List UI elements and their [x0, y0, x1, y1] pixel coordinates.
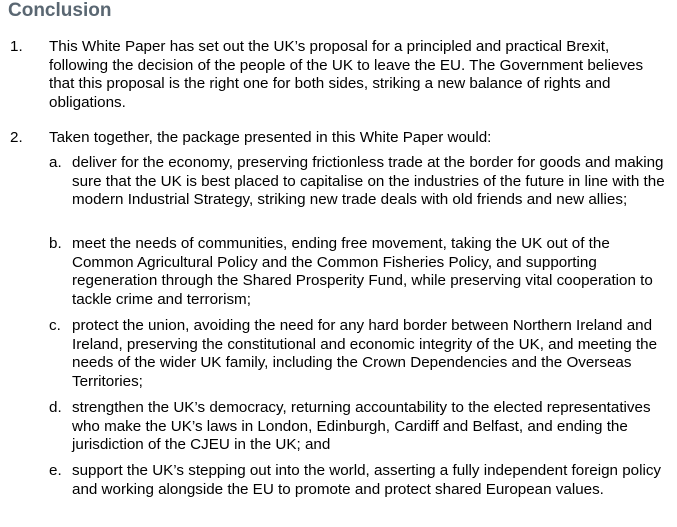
list-item-text: strengthen the UK’s democracy, returning accountability to the elected representatives who make the UK’s laws in London, Edinburgh, Cardiff and Belfast, and ending the jurisdiction of the CJEU in the UK; and	[72, 399, 651, 453]
paragraph-text: Taken together, the package presented in this White Paper would:	[49, 129, 492, 146]
list-item-letter: b.	[49, 235, 62, 252]
section-heading: Conclusion	[8, 0, 112, 21]
list-item-letter: c.	[49, 317, 61, 334]
list-item-letter: a.	[49, 154, 62, 171]
list-item-letter: d.	[49, 399, 62, 416]
paragraph-number: 2.	[10, 129, 23, 146]
list-item-text: meet the needs of communities, ending free movement, taking the UK out of the Common Agricultural Policy and the Common Fisheries Policy, and supporting regeneration through the Shared Prosperity Fund, while preserving vital cooperation to tackle crime and terrorism;	[72, 235, 653, 308]
list-item-text: support the UK’s stepping out into the world, asserting a fully independent foreign policy and working alongside the EU to promote and protect shared European values.	[72, 462, 662, 498]
list-item-text: deliver for the economy, preserving frictionless trade at the border for goods and making sure that the UK is best placed to capitalise on the industries of the future in line with the modern Industrial Strategy, striking new trade deals with old friends and new allies;	[72, 154, 665, 208]
paragraph-number: 1.	[10, 38, 23, 55]
list-item-letter: e.	[49, 462, 62, 479]
list-item-text: protect the union, avoiding the need for any hard border between Northern Ireland and Ireland, preserving the constitutional and economic integrity of the UK, and meeting the needs of the wider UK family, including the Crown Dependencies and the Overseas Territories;	[72, 317, 658, 390]
paragraph-text: This White Paper has set out the UK’s proposal for a principled and practical Brexit, following the decision of the people of the UK to leave the EU. The Government believes that this proposal is the right one for both sides, striking a new balance of rights and obligations.	[49, 38, 644, 111]
